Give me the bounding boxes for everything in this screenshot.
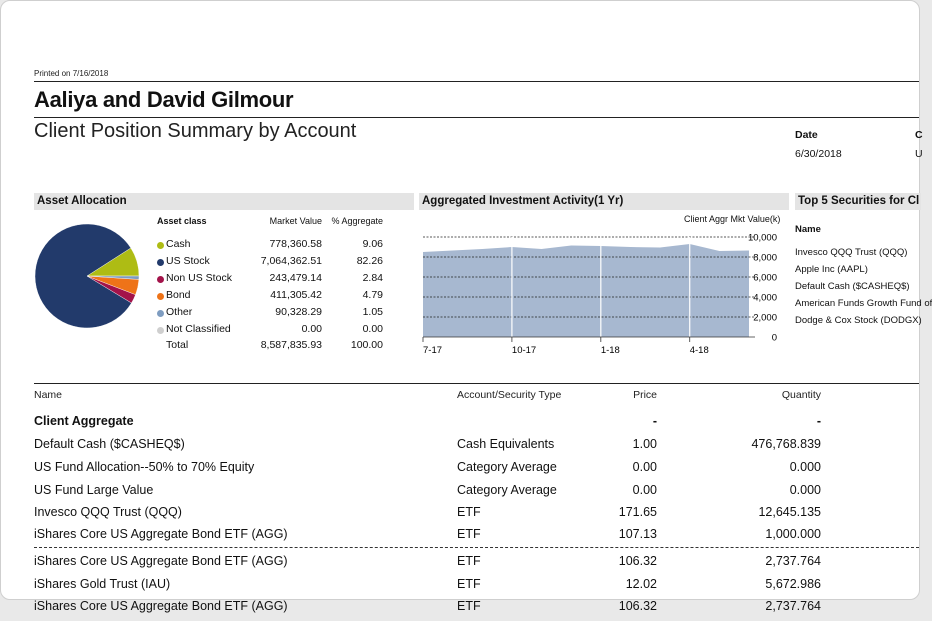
- position-row: [34, 527, 921, 549]
- col-pct-aggregate: % Aggregate: [331, 216, 383, 226]
- position-type: ETF: [457, 527, 481, 541]
- group-quantity: -: [816, 414, 821, 428]
- y-tick-label: 8,000: [753, 252, 777, 264]
- position-price: 0.00: [632, 460, 657, 474]
- asset-class-name: Not Classified: [166, 323, 231, 335]
- position-name: US Fund Large Value: [34, 483, 154, 497]
- total-label: Total: [166, 339, 189, 351]
- asset-allocation-header: Asset Allocation: [34, 193, 414, 210]
- activity-y-label: Client Aggr Mkt Value(k): [684, 214, 781, 224]
- position-row: [34, 460, 921, 482]
- position-quantity: 476,768.839: [751, 437, 821, 451]
- asset-pct: 9.06: [362, 238, 383, 250]
- position-quantity: 2,737.764: [765, 599, 821, 613]
- position-name: iShares Core US Aggregate Bond ETF (AGG): [34, 599, 288, 613]
- x-tick-label: 4-18: [689, 345, 709, 356]
- asset-pct: 82.26: [356, 255, 383, 267]
- x-tick-label: 7-17: [423, 345, 443, 356]
- printed-date: Printed on 7/16/2018: [34, 69, 109, 78]
- group-price: -: [652, 414, 657, 428]
- y-tick-label: 10,000: [747, 232, 777, 244]
- col-name: Name: [34, 389, 63, 401]
- legend-swatch: [157, 242, 164, 249]
- position-type: Category Average: [457, 483, 557, 497]
- position-name: iShares Core US Aggregate Bond ETF (AGG): [34, 527, 288, 541]
- position-price: 106.32: [618, 554, 657, 568]
- position-type: ETF: [457, 505, 481, 519]
- group-row-client-aggregate: [34, 414, 921, 436]
- y-tick-label: 4,000: [753, 292, 777, 304]
- col-asset-class: Asset class: [157, 216, 207, 226]
- asset-market-value: 7,064,362.51: [260, 255, 322, 267]
- position-price: 1.00: [632, 437, 657, 451]
- asset-pct: 1.05: [362, 306, 383, 318]
- legend-swatch: [157, 259, 164, 266]
- position-type: Category Average: [457, 460, 557, 474]
- y-tick-label: 2,000: [753, 312, 777, 324]
- allocation-row: [157, 289, 387, 305]
- position-type: ETF: [457, 554, 481, 568]
- activity-area-chart: [419, 229, 789, 359]
- asset-market-value: 0.00: [301, 323, 322, 335]
- top5-item: American Funds Growth Fund of: [795, 298, 932, 309]
- legend-swatch: [157, 276, 164, 283]
- position-quantity: 0.000: [789, 483, 821, 497]
- position-price: 171.65: [618, 505, 657, 519]
- position-row: [34, 554, 921, 576]
- asset-market-value: 411,305.42: [270, 289, 322, 301]
- date-value: 6/30/2018: [795, 148, 842, 160]
- position-quantity: 12,645.135: [758, 505, 821, 519]
- asset-pie-chart: [34, 223, 140, 329]
- top5-header: Top 5 Securities for Cl: [795, 193, 921, 210]
- position-price: 107.13: [618, 527, 657, 541]
- position-name: Default Cash ($CASHEQ$): [34, 437, 185, 451]
- asset-pct: 0.00: [362, 323, 383, 335]
- position-type: ETF: [457, 577, 481, 591]
- asset-class-name: Other: [166, 306, 193, 318]
- asset-market-value: 90,328.29: [275, 306, 322, 318]
- allocation-row: [157, 272, 387, 288]
- y-tick-label: 0: [771, 332, 777, 344]
- asset-class-name: US Stock: [166, 255, 210, 267]
- position-name: Invesco QQQ Trust (QQQ): [34, 505, 182, 519]
- col-price: Price: [633, 389, 657, 401]
- position-row: [34, 599, 921, 621]
- position-quantity: 0.000: [789, 460, 821, 474]
- top5-item: Invesco QQQ Trust (QQQ): [795, 247, 908, 258]
- allocation-row: [157, 306, 387, 322]
- legend-swatch: [157, 310, 164, 317]
- position-name: US Fund Allocation--50% to 70% Equity: [34, 460, 255, 474]
- position-quantity: 5,672.986: [765, 577, 821, 591]
- position-row: [34, 577, 921, 599]
- legend-swatch: [157, 327, 164, 334]
- positions-dashed-separator: [34, 547, 919, 548]
- activity-header: Aggregated Investment Activity(1 Yr): [419, 193, 789, 210]
- header-rule-bottom: [34, 117, 919, 118]
- col-quantity: Quantity: [781, 389, 821, 401]
- allocation-row: [157, 255, 387, 271]
- asset-class-name: Bond: [166, 289, 191, 301]
- asset-pct: 2.84: [362, 272, 383, 284]
- positions-top-rule: [34, 383, 919, 384]
- top5-item: Apple Inc (AAPL): [795, 264, 868, 275]
- group-name: Client Aggregate: [34, 414, 134, 428]
- position-quantity: 1,000.000: [765, 527, 821, 541]
- position-price: 0.00: [632, 483, 657, 497]
- position-type: Cash Equivalents: [457, 437, 555, 451]
- truncated-column-label: C: [915, 129, 923, 141]
- x-tick-label: 10-17: [511, 345, 537, 356]
- top5-item: Dodge & Cox Stock (DODGX): [795, 315, 922, 326]
- col-market-value: Market Value: [269, 216, 322, 226]
- position-row: [34, 505, 921, 527]
- client-name: Aaliya and David Gilmour: [34, 87, 294, 112]
- total-pct: 100.00: [350, 339, 383, 351]
- position-type: ETF: [457, 599, 481, 613]
- position-row: [34, 483, 921, 505]
- report-title: Client Position Summary by Account: [34, 120, 357, 142]
- top5-item: Default Cash ($CASHEQ$): [795, 281, 910, 292]
- col-type: Account/Security Type: [457, 389, 562, 401]
- activity-area-series: [423, 244, 749, 337]
- allocation-row: [157, 323, 387, 339]
- legend-swatch: [157, 293, 164, 300]
- asset-class-name: Cash: [166, 238, 191, 250]
- position-price: 106.32: [618, 599, 657, 613]
- asset-market-value: 243,479.14: [269, 272, 322, 284]
- position-name: iShares Gold Trust (IAU): [34, 577, 171, 591]
- position-quantity: 2,737.764: [765, 554, 821, 568]
- top5-col-name: Name: [795, 224, 821, 235]
- y-tick-label: 6,000: [753, 272, 777, 284]
- total-market-value: 8,587,835.93: [260, 339, 322, 351]
- x-tick-label: 1-18: [600, 345, 620, 356]
- asset-pct: 4.79: [362, 289, 383, 301]
- truncated-column-value: U: [915, 148, 923, 160]
- date-label: Date: [795, 129, 818, 141]
- position-name: iShares Core US Aggregate Bond ETF (AGG): [34, 554, 288, 568]
- allocation-row: [157, 238, 387, 254]
- asset-market-value: 778,360.58: [269, 238, 322, 250]
- asset-class-name: Non US Stock: [166, 272, 232, 284]
- position-row: [34, 437, 921, 459]
- allocation-total-row: [157, 339, 387, 355]
- position-price: 12.02: [625, 577, 657, 591]
- header-rule-top: [34, 81, 919, 82]
